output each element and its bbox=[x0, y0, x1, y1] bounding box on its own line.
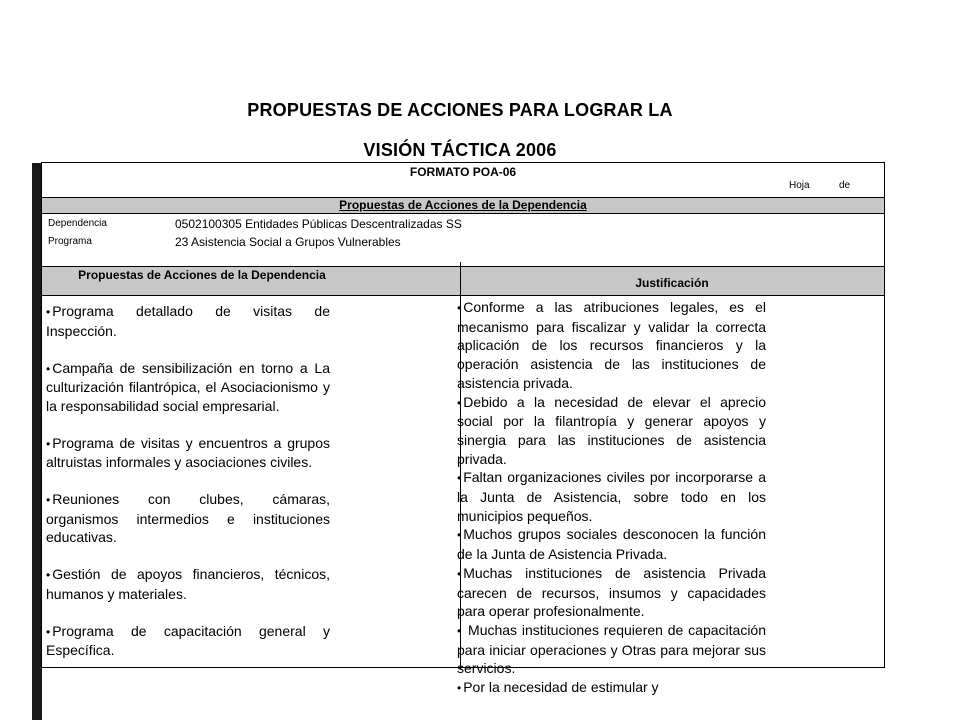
list-item bbox=[46, 434, 330, 472]
propuestas-list bbox=[46, 302, 330, 660]
list-item bbox=[46, 359, 330, 416]
list-spacer bbox=[46, 547, 330, 566]
list-item-text: Programa de capacitación general y Específica. bbox=[46, 622, 330, 658]
bullet-icon: • bbox=[46, 493, 51, 507]
list-item bbox=[46, 565, 330, 603]
list-item bbox=[457, 468, 766, 525]
list-spacer bbox=[46, 340, 330, 359]
justificacion-list bbox=[457, 298, 766, 698]
dependencia-label: Dependencia bbox=[48, 218, 107, 229]
list-item-text: Reuniones con clubes, cámaras, organismos intermedios e instituciones educativas. bbox=[46, 491, 330, 545]
list-item-text: Por la necesidad de estimular y bbox=[463, 679, 659, 696]
programa-value: 23 Asistencia Social a Grupos Vulnerables bbox=[175, 235, 401, 249]
bullet-icon: • bbox=[46, 436, 51, 451]
bullet-icon: • bbox=[457, 623, 462, 638]
bullet-icon: • bbox=[457, 681, 462, 696]
list-item bbox=[457, 678, 766, 698]
list-item bbox=[46, 490, 330, 547]
bullet-icon: • bbox=[46, 305, 51, 319]
hoja-label: Hoja bbox=[789, 180, 810, 191]
formato-label: FORMATO POA-06 bbox=[409, 165, 517, 179]
list-item bbox=[457, 298, 766, 393]
list-item-text: Muchas instituciones de asistencia Privada carecen de recursos, insumos y capacidades para operar profesionalmente. bbox=[457, 564, 766, 620]
column-header-propuestas: Propuestas de Acciones de la Dependencia bbox=[78, 268, 326, 282]
list-item-text: Debido a la necesidad de elevar el aprecio social por la filantropía y generar apoyos y sinergia para las instituciones de asistencia privada. bbox=[457, 393, 766, 467]
column-header-band bbox=[42, 266, 884, 296]
list-item bbox=[457, 525, 766, 563]
list-item bbox=[457, 393, 766, 469]
bullet-icon: • bbox=[457, 528, 462, 543]
list-spacer bbox=[46, 603, 330, 622]
bullet-icon: • bbox=[46, 361, 51, 376]
list-item-text: Muchos grupos sociales desconocen la función de la Junta de Asistencia Privada. bbox=[457, 526, 766, 563]
section-header-band bbox=[42, 197, 884, 214]
programa-label: Programa bbox=[48, 236, 92, 247]
bullet-icon: • bbox=[457, 395, 462, 410]
page-title-line-1: PROPUESTAS DE ACCIONES PARA LOGRAR LA bbox=[247, 100, 673, 120]
list-item-text: Faltan organizaciones civiles por incorporarse a la Junta de Asistencia, sobre todo en los municipios pequeños. bbox=[457, 469, 766, 524]
list-item-text: Programa detallado de visitas de Inspección. bbox=[46, 303, 330, 339]
bullet-icon: • bbox=[457, 566, 462, 581]
dependencia-value: 0502100305 Entidades Públicas Descentralizadas SS bbox=[175, 217, 462, 231]
section-header: Propuestas de Acciones de la Dependencia bbox=[339, 198, 587, 212]
list-item bbox=[457, 564, 766, 621]
bullet-icon: • bbox=[457, 471, 462, 486]
bullet-icon: • bbox=[46, 568, 51, 582]
list-item bbox=[46, 302, 330, 340]
list-item-text: Muchas instituciones requieren de capacitación para iniciar operaciones y Otras para mejorar sus servicios. bbox=[457, 621, 766, 677]
column-header-justificacion: Justificación bbox=[635, 276, 709, 290]
list-item-text: Conforme a las atribuciones legales, es el mecanismo para fiscalizar y validar la correcta aplicación de los recursos financieros y la operación asistencia de las instituciones de asistencia privada. bbox=[457, 299, 766, 391]
list-spacer bbox=[46, 415, 330, 434]
bullet-icon: • bbox=[457, 301, 462, 315]
list-item bbox=[457, 621, 766, 678]
list-item bbox=[46, 622, 330, 660]
list-item-text: Gestión de apoyos financieros, técnicos, humanos y materiales. bbox=[46, 566, 330, 602]
list-spacer bbox=[46, 472, 330, 491]
page-title-line-2: VISIÓN TÁCTICA 2006 bbox=[363, 140, 557, 160]
bullet-icon: • bbox=[46, 624, 51, 639]
list-item-text: Programa de visitas y encuentros a grupos altruistas informales y asociaciones civiles. bbox=[46, 434, 330, 470]
list-item-text: Campaña de sensibilización en torno a La culturización filantrópica, el Asociacionismo y la responsabilidad social empresarial. bbox=[46, 359, 330, 414]
de-label: de bbox=[839, 180, 851, 191]
